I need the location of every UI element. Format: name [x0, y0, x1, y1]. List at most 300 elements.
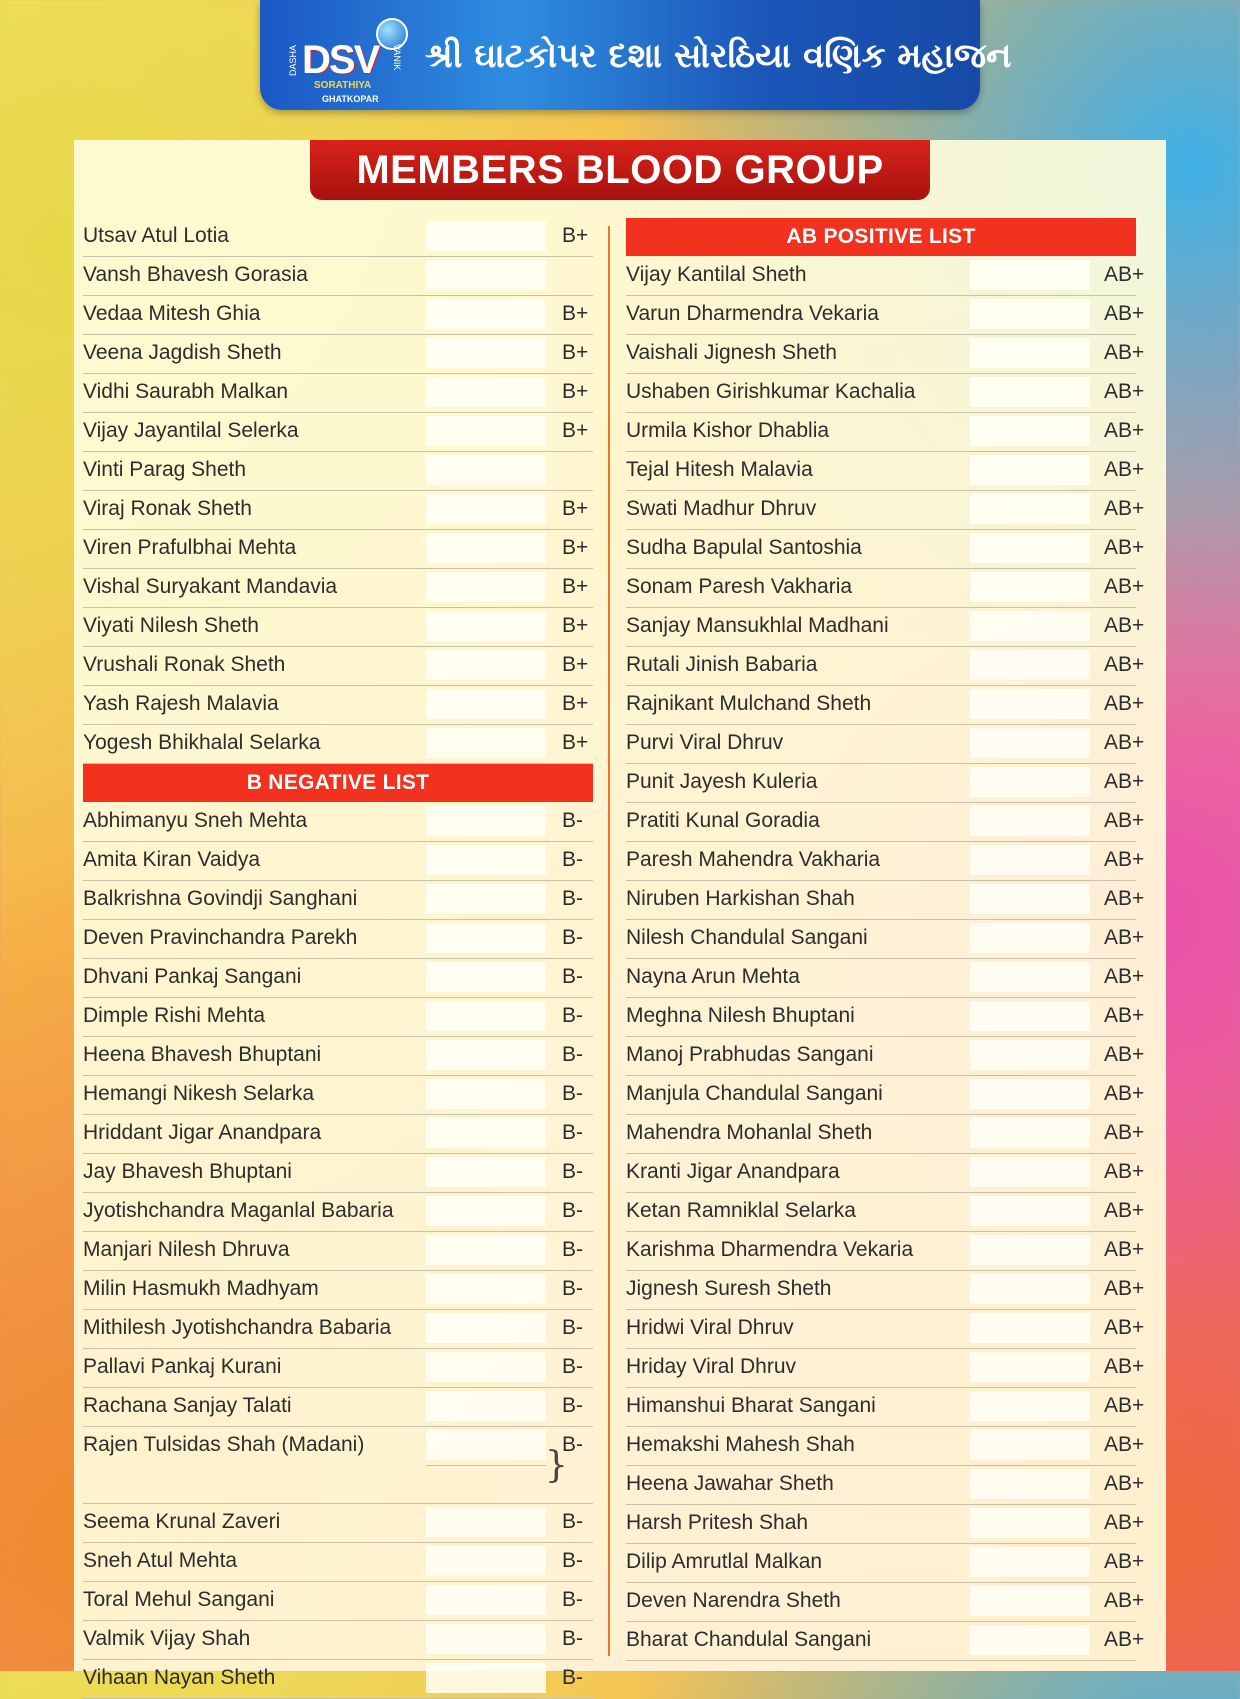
redacted-field: [970, 1508, 1090, 1538]
redacted-field: [970, 1391, 1090, 1421]
member-name: Nilesh Chandulal Sangani: [626, 926, 868, 949]
blood-group: B-: [562, 1004, 583, 1027]
table-row: [83, 803, 593, 842]
table-row: [626, 608, 1145, 647]
header-banner: [260, 0, 1012, 110]
blood-group: AB+: [1104, 497, 1145, 520]
table-row: [626, 1466, 1145, 1505]
member-name: Mahendra Mohanlal Sheth: [626, 1121, 873, 1144]
blood-group: B-: [562, 1549, 583, 1572]
redacted-field: [970, 728, 1090, 758]
blood-group: AB+: [1104, 1121, 1145, 1144]
redacted-field: [970, 1118, 1090, 1148]
table-row: [626, 296, 1145, 335]
member-name: Hriddant Jigar Anandpara: [83, 1121, 322, 1144]
member-name: Vijay Jayantilal Selerka: [83, 419, 299, 442]
table-row: [83, 257, 593, 296]
redacted-field: [426, 650, 546, 680]
redacted-field: [426, 923, 546, 953]
member-name: Harsh Pritesh Shah: [626, 1511, 809, 1534]
redacted-field: [970, 1586, 1090, 1616]
table-row: [83, 1271, 593, 1310]
blood-group: AB+: [1104, 1277, 1145, 1300]
blood-group: B-: [562, 1666, 583, 1689]
redacted-field: [970, 923, 1090, 953]
table-row: [83, 1388, 593, 1427]
member-name: Utsav Atul Lotia: [83, 224, 229, 247]
table-row: [626, 803, 1145, 842]
blood-group: B-: [562, 848, 583, 871]
member-name: Vansh Bhavesh Gorasia: [83, 263, 308, 286]
redacted-field: [970, 572, 1090, 602]
member-name: Jay Bhavesh Bhuptani: [83, 1160, 292, 1183]
blood-group: AB+: [1104, 614, 1145, 637]
logo-text: DSV: [302, 38, 379, 82]
redacted-field: [426, 377, 546, 407]
member-name: Sudha Bapulal Santoshia: [626, 536, 862, 559]
table-row: [626, 842, 1145, 881]
blood-group: AB+: [1104, 1511, 1145, 1534]
member-name: Bharat Chandulal Sangani: [626, 1628, 872, 1651]
member-name: Heena Jawahar Sheth: [626, 1472, 834, 1495]
member-name: Manjula Chandulal Sangani: [626, 1082, 883, 1105]
member-name: Manoj Prabhudas Sangani: [626, 1043, 874, 1066]
redacted-field: [426, 1313, 546, 1343]
redacted-field: [426, 533, 546, 563]
redacted-field: [970, 1469, 1090, 1499]
member-name: Swati Madhur Dhruv: [626, 497, 817, 520]
table-row: [626, 1232, 1145, 1271]
table-row: [83, 1582, 593, 1621]
blood-group: AB+: [1104, 1316, 1145, 1339]
member-name: Dhvani Pankaj Sangani: [83, 965, 302, 988]
blood-group: AB+: [1104, 926, 1145, 949]
member-name: Vishal Suryakant Mandavia: [83, 575, 338, 598]
blood-group: B-: [562, 1277, 583, 1300]
blood-group: AB+: [1104, 341, 1145, 364]
table-row: [83, 998, 593, 1037]
member-name: Himanshui Bharat Sangani: [626, 1394, 876, 1417]
redacted-field: [970, 494, 1090, 524]
b-negative-heading: B NEGATIVE LIST: [83, 764, 593, 802]
brace-mark: }: [545, 1445, 568, 1486]
blood-group: AB+: [1104, 809, 1145, 832]
blood-group: B-: [562, 1121, 583, 1144]
left-column: [83, 218, 593, 1699]
member-name: Toral Mehul Sangani: [83, 1588, 275, 1611]
member-name: Purvi Viral Dhruv: [626, 731, 784, 754]
redacted-field: [970, 1352, 1090, 1382]
blood-group: B-: [562, 1394, 583, 1417]
table-row: [83, 1427, 593, 1504]
redacted-field: [426, 1196, 546, 1226]
blood-group: AB+: [1104, 887, 1145, 910]
member-name: Viren Prafulbhai Mehta: [83, 536, 297, 559]
member-name: Pratiti Kunal Goradia: [626, 809, 820, 832]
member-name: Kranti Jigar Anandpara: [626, 1160, 840, 1183]
blood-group: AB+: [1104, 692, 1145, 715]
blood-group: B+: [562, 731, 589, 754]
table-row: [626, 569, 1145, 608]
table-row: [626, 1076, 1145, 1115]
blood-group: B+: [562, 536, 589, 559]
blood-group: B-: [562, 1433, 583, 1456]
table-row: [83, 1115, 593, 1154]
blood-group: AB+: [1104, 965, 1145, 988]
redacted-field: [970, 299, 1090, 329]
table-row: [626, 1388, 1145, 1427]
redacted-field: [970, 767, 1090, 797]
table-row: [626, 1310, 1145, 1349]
redacted-field: [426, 338, 546, 368]
blood-group: AB+: [1104, 1238, 1145, 1261]
table-row: [626, 257, 1145, 296]
column-divider: [608, 226, 610, 1656]
redacted-field: [426, 1352, 546, 1382]
redacted-field: [426, 611, 546, 641]
blood-group: AB+: [1104, 1589, 1145, 1612]
redacted-field: [970, 1625, 1090, 1655]
blood-group: B+: [562, 302, 589, 325]
blood-group: AB+: [1104, 575, 1145, 598]
table-row: [626, 686, 1145, 725]
blood-group: B+: [562, 614, 589, 637]
table-row: [626, 1115, 1145, 1154]
member-name: Vrushali Ronak Sheth: [83, 653, 286, 676]
member-name: Vijay Kantilal Sheth: [626, 263, 807, 286]
table-row: [626, 1193, 1145, 1232]
blood-group: B+: [562, 224, 589, 247]
blood-group: B-: [562, 1160, 583, 1183]
redacted-field: [426, 689, 546, 719]
table-row: [83, 1660, 593, 1699]
member-name: Tejal Hitesh Malavia: [626, 458, 813, 481]
redacted-field: [970, 650, 1090, 680]
blood-group: B-: [562, 1199, 583, 1222]
row-separator: [426, 1465, 546, 1466]
table-row: [83, 1349, 593, 1388]
logo-dasha-text: DASHA: [288, 44, 298, 76]
redacted-field: [970, 1547, 1090, 1577]
member-name: Dilip Amrutlal Malkan: [626, 1550, 823, 1573]
redacted-field: [426, 962, 546, 992]
redacted-field: [426, 884, 546, 914]
redacted-field: [970, 1157, 1090, 1187]
table-row: [626, 530, 1145, 569]
blood-group: AB+: [1104, 302, 1145, 325]
redacted-field: [970, 845, 1090, 875]
member-name: Seema Krunal Zaveri: [83, 1510, 281, 1533]
member-name: Vihaan Nayan Sheth: [83, 1666, 276, 1689]
ab-positive-heading: AB POSITIVE LIST: [626, 218, 1136, 256]
blood-group: AB+: [1104, 1199, 1145, 1222]
blood-group: B+: [562, 575, 589, 598]
table-row: [626, 491, 1145, 530]
blood-group: AB+: [1104, 1628, 1145, 1651]
blood-group: B+: [562, 419, 589, 442]
redacted-field: [970, 1196, 1090, 1226]
redacted-field: [970, 1235, 1090, 1265]
table-row: [626, 1427, 1145, 1466]
blood-group: B-: [562, 887, 583, 910]
member-name: Jyotishchandra Maganlal Babaria: [83, 1199, 394, 1222]
blood-group: AB+: [1104, 1472, 1145, 1495]
blood-group: AB+: [1104, 770, 1145, 793]
blood-group: B+: [562, 380, 589, 403]
redacted-field: [426, 572, 546, 602]
table-row: [83, 452, 593, 491]
blood-group: AB+: [1104, 1433, 1145, 1456]
member-name: Yogesh Bhikhalal Selarka: [83, 731, 321, 754]
redacted-field: [970, 806, 1090, 836]
redacted-field: [426, 1585, 546, 1615]
table-row: [626, 413, 1145, 452]
member-name: Viyati Nilesh Sheth: [83, 614, 259, 637]
member-name: Veena Jagdish Sheth: [83, 341, 282, 364]
blood-group: AB+: [1104, 536, 1145, 559]
member-name: Vaishali Jignesh Sheth: [626, 341, 837, 364]
redacted-field: [970, 416, 1090, 446]
member-name: Rutali Jinish Babaria: [626, 653, 818, 676]
table-row: [83, 569, 593, 608]
redacted-field: [970, 1313, 1090, 1343]
blood-group: AB+: [1104, 1082, 1145, 1105]
blood-group: AB+: [1104, 380, 1145, 403]
table-row: [626, 335, 1145, 374]
member-name: Hridwi Viral Dhruv: [626, 1316, 794, 1339]
blood-group: B-: [562, 1043, 583, 1066]
redacted-field: [970, 1274, 1090, 1304]
member-name: Dimple Rishi Mehta: [83, 1004, 266, 1027]
member-name: Ketan Ramniklal Selarka: [626, 1199, 856, 1222]
blood-group: AB+: [1104, 1043, 1145, 1066]
table-row: [83, 1310, 593, 1349]
redacted-field: [426, 1624, 546, 1654]
redacted-field: [426, 1079, 546, 1109]
table-row: [83, 1232, 593, 1271]
blood-group: B+: [562, 497, 589, 520]
redacted-field: [426, 1157, 546, 1187]
table-row: [626, 452, 1145, 491]
blood-group: AB+: [1104, 458, 1145, 481]
blood-group: B-: [562, 1627, 583, 1650]
redacted-field: [970, 1001, 1090, 1031]
table-row: [83, 842, 593, 881]
redacted-field: [426, 845, 546, 875]
table-row: [626, 1544, 1145, 1583]
redacted-field: [426, 1430, 546, 1460]
blood-group: B+: [562, 341, 589, 364]
blood-group: B-: [562, 1082, 583, 1105]
member-name: Punit Jayesh Kuleria: [626, 770, 818, 793]
redacted-field: [426, 494, 546, 524]
member-name: Jignesh Suresh Sheth: [626, 1277, 832, 1300]
table-row: [83, 1543, 593, 1582]
redacted-field: [426, 1663, 546, 1693]
member-name: Paresh Mahendra Vakharia: [626, 848, 881, 871]
blood-group: AB+: [1104, 848, 1145, 871]
redacted-field: [970, 260, 1090, 290]
table-row: [626, 1583, 1145, 1622]
table-row: [83, 647, 593, 686]
table-row: [626, 647, 1145, 686]
member-name: Sonam Paresh Vakharia: [626, 575, 853, 598]
member-name: Deven Narendra Sheth: [626, 1589, 841, 1612]
member-name: Valmik Vijay Shah: [83, 1627, 251, 1650]
table-row: [83, 1154, 593, 1193]
table-row: [626, 959, 1145, 998]
member-name: Rachana Sanjay Talati: [83, 1394, 292, 1417]
table-row: [83, 1504, 593, 1543]
table-row: [83, 530, 593, 569]
member-name: Varun Dharmendra Vekaria: [626, 302, 879, 325]
member-name: Rajen Tulsidas Shah (Madani): [83, 1433, 365, 1456]
member-name: Karishma Dharmendra Vekaria: [626, 1238, 914, 1261]
table-row: [626, 1349, 1145, 1388]
logo-vanik-text: VANIK: [392, 44, 402, 71]
redacted-field: [970, 1430, 1090, 1460]
member-name: Nayna Arun Mehta: [626, 965, 800, 988]
redacted-field: [426, 728, 546, 758]
table-row: [83, 725, 593, 764]
blood-group: AB+: [1104, 731, 1145, 754]
page-title: MEMBERS BLOOD GROUP: [310, 140, 930, 200]
member-name: Urmila Kishor Dhablia: [626, 419, 830, 442]
blood-group: B+: [562, 653, 589, 676]
blood-group: AB+: [1104, 1004, 1145, 1027]
redacted-field: [426, 416, 546, 446]
redacted-field: [426, 455, 546, 485]
table-row: [83, 920, 593, 959]
table-row: [83, 1037, 593, 1076]
blood-group: B-: [562, 1355, 583, 1378]
table-row: [83, 1621, 593, 1660]
redacted-field: [426, 806, 546, 836]
blood-group: B-: [562, 1238, 583, 1261]
member-name: Vinti Parag Sheth: [83, 458, 247, 481]
redacted-field: [426, 1546, 546, 1576]
redacted-field: [426, 1001, 546, 1031]
table-row: [83, 374, 593, 413]
table-row: [626, 1154, 1145, 1193]
member-name: Viraj Ronak Sheth: [83, 497, 252, 520]
blood-group: AB+: [1104, 1355, 1145, 1378]
member-name: Vedaa Mitesh Ghia: [83, 302, 261, 325]
redacted-field: [970, 884, 1090, 914]
redacted-field: [426, 1118, 546, 1148]
member-name: Meghna Nilesh Bhuptani: [626, 1004, 855, 1027]
blood-group: AB+: [1104, 1394, 1145, 1417]
member-name: Rajnikant Mulchand Sheth: [626, 692, 872, 715]
member-name: Mithilesh Jyotishchandra Babaria: [83, 1316, 392, 1339]
redacted-field: [426, 1235, 546, 1265]
logo-ghatkopar-text: GHATKOPAR: [322, 94, 379, 104]
table-row: [83, 686, 593, 725]
table-row: [83, 296, 593, 335]
member-name: Pallavi Pankaj Kurani: [83, 1355, 282, 1378]
member-name: Niruben Harkishan Shah: [626, 887, 855, 910]
blood-group: AB+: [1104, 263, 1145, 286]
table-row: [83, 959, 593, 998]
redacted-field: [426, 221, 546, 251]
table-row: [626, 1622, 1145, 1661]
member-name: Hriday Viral Dhruv: [626, 1355, 796, 1378]
table-row: [83, 608, 593, 647]
redacted-field: [970, 611, 1090, 641]
table-row: [83, 491, 593, 530]
dsv-logo: [290, 14, 410, 104]
redacted-field: [970, 962, 1090, 992]
table-row: [83, 1076, 593, 1115]
member-name: Abhimanyu Sneh Mehta: [83, 809, 308, 832]
redacted-field: [970, 1040, 1090, 1070]
member-name: Sanjay Mansukhlal Madhani: [626, 614, 889, 637]
blood-group: AB+: [1104, 1550, 1145, 1573]
redacted-field: [426, 1040, 546, 1070]
redacted-field: [426, 1274, 546, 1304]
redacted-field: [970, 689, 1090, 719]
blood-group: B-: [562, 1316, 583, 1339]
blood-group: B-: [562, 1588, 583, 1611]
redacted-field: [426, 260, 546, 290]
table-row: [83, 218, 593, 257]
redacted-field: [426, 299, 546, 329]
table-row: [83, 1193, 593, 1232]
table-row: [626, 920, 1145, 959]
member-name: Manjari Nilesh Dhruva: [83, 1238, 290, 1261]
member-name: Hemangi Nikesh Selarka: [83, 1082, 315, 1105]
blood-group: B-: [562, 1510, 583, 1533]
member-name: Ushaben Girishkumar Kachalia: [626, 380, 916, 403]
redacted-field: [970, 338, 1090, 368]
table-row: [83, 413, 593, 452]
table-row: [83, 881, 593, 920]
organization-title: શ્રી ઘાટકોપર દશા સોરઠિયા વણિક મહાજન: [425, 36, 1012, 76]
table-row: [626, 881, 1145, 920]
table-row: [626, 1271, 1145, 1310]
member-name: Vidhi Saurabh Malkan: [83, 380, 289, 403]
right-column: [626, 218, 1145, 1661]
member-name: Heena Bhavesh Bhuptani: [83, 1043, 322, 1066]
table-row: [626, 374, 1145, 413]
member-name: Deven Pravinchandra Parekh: [83, 926, 358, 949]
member-name: Amita Kiran Vaidya: [83, 848, 261, 871]
blood-group: B-: [562, 809, 583, 832]
redacted-field: [970, 377, 1090, 407]
member-name: Balkrishna Govindji Sanghani: [83, 887, 358, 910]
table-row: [626, 725, 1145, 764]
member-name: Hemakshi Mahesh Shah: [626, 1433, 855, 1456]
redacted-field: [426, 1391, 546, 1421]
redacted-field: [970, 533, 1090, 563]
logo-sorathiya-text: SORATHIYA: [314, 80, 372, 91]
table-row: [626, 1505, 1145, 1544]
blood-group: B-: [562, 965, 583, 988]
table-row: [626, 1037, 1145, 1076]
table-row: [626, 998, 1145, 1037]
redacted-field: [970, 1079, 1090, 1109]
redacted-field: [426, 1507, 546, 1537]
table-row: [83, 335, 593, 374]
blood-group: AB+: [1104, 1160, 1145, 1183]
member-name: Yash Rajesh Malavia: [83, 692, 279, 715]
member-name: Milin Hasmukh Madhyam: [83, 1277, 319, 1300]
blood-group: AB+: [1104, 653, 1145, 676]
redacted-field: [970, 455, 1090, 485]
blood-group: AB+: [1104, 419, 1145, 442]
blood-group: B+: [562, 692, 589, 715]
blood-group: B-: [562, 926, 583, 949]
